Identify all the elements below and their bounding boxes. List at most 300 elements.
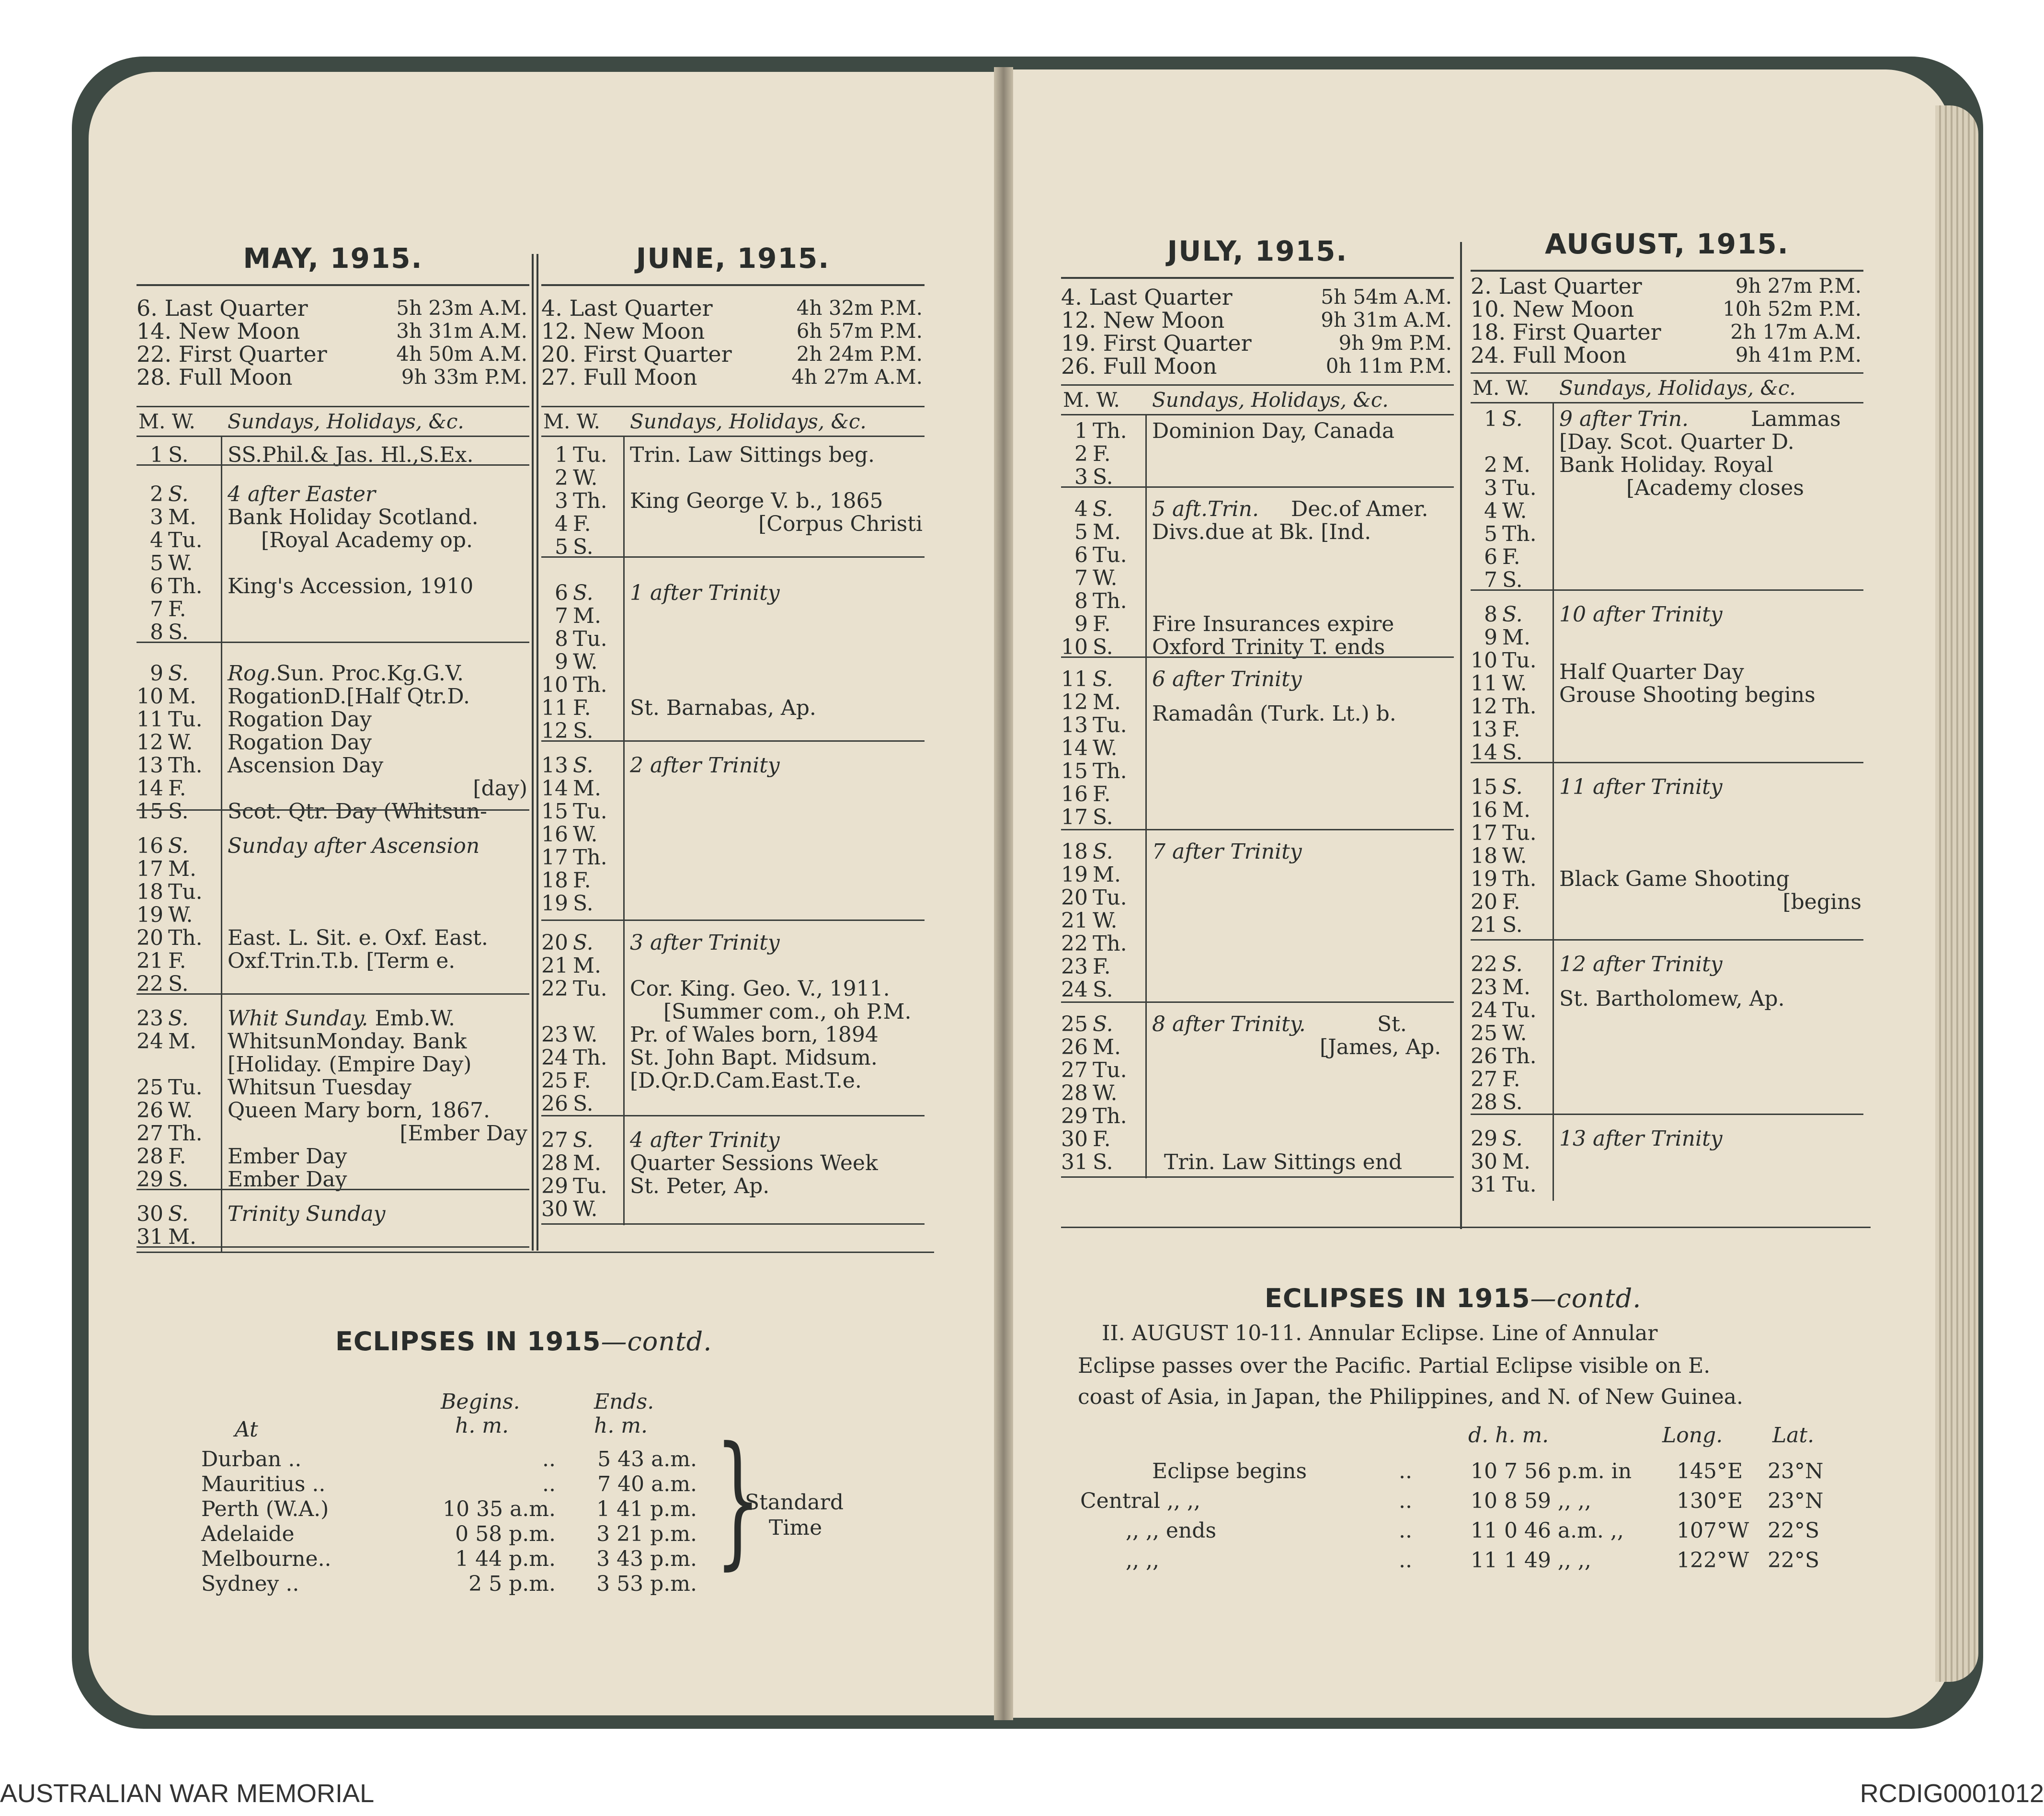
weekday: F. [573, 696, 591, 720]
header-sundays: Sundays, Holidays, &c. [630, 410, 867, 433]
weekday: S. [168, 1006, 189, 1031]
day-row [1471, 913, 1523, 937]
weekday: M. [1093, 520, 1121, 545]
day-number: 2 [1074, 442, 1088, 466]
weekday: M. [1502, 798, 1531, 822]
phase-time: 9h 41m P.M. [1735, 343, 1861, 367]
event-text: St. Barnabas, Ap. [630, 696, 816, 720]
note-standard: Standard [745, 1490, 844, 1515]
day-number: 16 [541, 822, 568, 847]
event-text: Oxford Trinity T. ends [1152, 635, 1385, 660]
event-text: St. Bartholomew, Ap. [1559, 986, 1785, 1011]
weekday: S. [1502, 602, 1523, 627]
day-row [1471, 626, 1530, 650]
footer-left: AUSTRALIAN WAR MEMORIAL [0, 1779, 375, 1808]
day-number: 22 [541, 976, 568, 1001]
day-row [541, 673, 607, 697]
month-title: AUGUST, 1915. [1545, 228, 1789, 260]
day-row [1471, 568, 1523, 592]
day-number: 26 [1061, 1035, 1088, 1060]
eclipse-ends: 5 43 a.m. [597, 1447, 697, 1471]
rule [1145, 414, 1147, 1178]
eclipse-lat: 22°S [1768, 1518, 1820, 1543]
day-number: 10 [1061, 635, 1088, 660]
weekday: M. [168, 857, 197, 881]
day-row [1471, 1173, 1537, 1197]
eclipse-dots: .. [1399, 1518, 1412, 1543]
phase-name: 20. First Quarter [541, 341, 732, 367]
day-row [541, 1197, 598, 1221]
column-header [1471, 376, 1863, 400]
col-lat: Lat. [1772, 1423, 1815, 1448]
rule [1061, 414, 1454, 415]
day-number: 30 [137, 1202, 163, 1226]
weekday: S. [1502, 1126, 1523, 1151]
event-text: St. [1377, 1012, 1407, 1037]
weekday: W. [573, 466, 598, 490]
event-text: Oxf.Trin.T.b. [Term e. [228, 949, 456, 973]
moon-phase [137, 319, 529, 343]
row-separator [1471, 762, 1863, 763]
day-row [1471, 844, 1527, 868]
weekday: S. [573, 535, 594, 559]
weekday: F. [1093, 954, 1111, 979]
moon-phase [137, 342, 529, 366]
day-row [541, 777, 601, 801]
day-number: 9 [150, 661, 163, 686]
day-number: 23 [137, 1006, 163, 1031]
day-number: 28 [137, 1144, 163, 1169]
eclipse-time: 11 1 49 ,, ,, [1471, 1548, 1591, 1573]
day-row [541, 604, 601, 628]
column-divider [537, 254, 538, 1251]
month-title: MAY, 1915. [243, 242, 423, 275]
eclipse-para-3: coast of Asia, in Japan, the Philippines, and N. of New Guinea. [1078, 1385, 1744, 1409]
day-number: 15 [137, 799, 163, 824]
moon-phase [137, 365, 529, 389]
event-text: East. L. Sit. e. Oxf. East. [228, 926, 488, 950]
event-text: King George V. b., 1865 [630, 489, 883, 513]
phase-time: 4h 27m A.M. [791, 365, 923, 389]
day-row [137, 731, 193, 755]
day-number: 28 [1061, 1081, 1088, 1106]
weekday: Tu. [168, 1075, 203, 1100]
eclipse-ends: 1 41 p.m. [596, 1497, 697, 1521]
event-text: Ember Day [228, 1167, 347, 1192]
day-row [541, 443, 607, 467]
rule [137, 436, 529, 437]
weekday: Tu. [1502, 1172, 1537, 1197]
eclipse-label: ,, ,, [1126, 1548, 1159, 1573]
eclipse-dots: .. [1399, 1489, 1412, 1513]
eclipse-para-2: Eclipse passes over the Pacific. Partial Eclipse visible on E. [1078, 1354, 1711, 1378]
day-number: 9 [555, 650, 568, 674]
phase-name: 28. Full Moon [137, 364, 293, 390]
day-row [1471, 1068, 1520, 1092]
weekday: S. [1502, 407, 1523, 431]
event-text: 3 after Trinity [630, 930, 780, 955]
weekday: Th. [1502, 867, 1537, 891]
rule [1061, 1227, 1871, 1228]
row-separator [1061, 656, 1454, 658]
weekday: S. [573, 753, 594, 778]
moon-phase [541, 365, 925, 389]
day-row [137, 662, 189, 686]
phase-name: 12. New Moon [1061, 307, 1225, 333]
event-text: RogationD.[Half Qtr.D. [228, 684, 470, 709]
eclipse-begins: .. [542, 1447, 556, 1471]
day-number: 11 [541, 696, 568, 720]
eclipse-begins: .. [542, 1472, 556, 1496]
day-number: 22 [1471, 952, 1497, 977]
day-row [1061, 497, 1113, 521]
eclipse-begins: 2 5 p.m. [468, 1572, 556, 1596]
book-spine [994, 67, 1013, 1720]
month-title: JULY, 1915. [1167, 235, 1348, 267]
day-number: 20 [137, 926, 163, 950]
phase-name: 6. Last Quarter [137, 295, 308, 321]
event-text: [James, Ap. [1320, 1035, 1441, 1060]
day-number: 13 [1471, 717, 1497, 742]
phase-time: 10h 52m P.M. [1723, 297, 1861, 321]
rule [1471, 270, 1863, 272]
day-number: 30 [1471, 1149, 1497, 1174]
day-number: 2 [555, 466, 568, 490]
row-separator [541, 556, 925, 558]
weekday: S. [1093, 667, 1113, 692]
day-row [1061, 1127, 1111, 1151]
day-row [137, 621, 189, 644]
day-number: 18 [1061, 839, 1088, 864]
day-row [137, 1122, 203, 1146]
header-sundays: Sundays, Holidays, &c. [1152, 388, 1389, 412]
event-text: [Royal Academy op. [261, 528, 473, 552]
weekday: Th. [573, 1045, 607, 1070]
month-0 [137, 242, 529, 1248]
day-row [1471, 1022, 1527, 1046]
phase-time: 2h 17m A.M. [1730, 320, 1861, 344]
event-text: [day) [473, 776, 527, 801]
day-number: 2 [1484, 453, 1497, 477]
day-row [1061, 909, 1118, 933]
weekday: Tu. [1502, 476, 1537, 500]
eclipse-label: Eclipse begins [1152, 1459, 1307, 1483]
day-number: 17 [1471, 821, 1497, 845]
phase-time: 3h 31m A.M. [396, 319, 527, 343]
day-row [1471, 603, 1523, 627]
day-row [541, 931, 594, 955]
row-separator [1471, 589, 1863, 591]
weekday: S. [573, 1091, 594, 1116]
day-number: 10 [541, 673, 568, 697]
event-text: 8 after Trinity. [1152, 1012, 1306, 1037]
eclipse-place: Perth (W.A.) [201, 1497, 329, 1521]
event-text: 10 after Trinity [1559, 602, 1723, 627]
day-row [137, 1007, 189, 1031]
weekday: W. [573, 822, 598, 847]
day-row [1471, 775, 1523, 799]
eclipse-label: ,, ,, ends [1126, 1518, 1217, 1543]
event-text: Scot. Qtr. Day (Whitsun- [228, 799, 487, 824]
day-number: 6 [555, 581, 568, 605]
day-row [541, 1023, 598, 1047]
day-number: 28 [1471, 1090, 1497, 1115]
day-number: 5 [1484, 522, 1497, 546]
phase-name: 19. First Quarter [1061, 330, 1252, 356]
eclipse-time: 10 8 59 ,, ,, [1471, 1489, 1591, 1513]
row-separator [137, 642, 529, 643]
day-row [137, 1076, 203, 1100]
day-row [1061, 612, 1111, 636]
weekday: F. [573, 1068, 591, 1093]
phase-time: 9h 9m P.M. [1338, 331, 1452, 355]
col-ends: Ends. [594, 1390, 654, 1414]
day-number: 6 [1074, 543, 1088, 568]
day-number: 15 [1061, 759, 1088, 784]
day-row [541, 869, 591, 893]
weekday: S. [1093, 497, 1113, 522]
day-number: 27 [137, 1121, 163, 1146]
moon-phase [1471, 343, 1863, 367]
day-number: 21 [1471, 913, 1497, 937]
day-row [1471, 545, 1520, 569]
event-text: Trin. Law Sittings end [1164, 1150, 1403, 1175]
day-number: 30 [1061, 1127, 1088, 1152]
weekday: Th. [1093, 931, 1127, 956]
eclipse-ends: 3 21 p.m. [596, 1522, 697, 1546]
weekday: M. [1502, 1149, 1531, 1174]
phase-time: 4h 32m P.M. [796, 296, 923, 320]
day-number: 8 [555, 627, 568, 651]
day-row [137, 1202, 189, 1226]
footer-right: RCDIG0001012 [1860, 1779, 2044, 1808]
day-number: 21 [1061, 908, 1088, 933]
weekday: Tu. [1093, 885, 1127, 910]
day-row [137, 1225, 196, 1249]
day-number: 1 [555, 443, 568, 467]
phase-name: 2. Last Quarter [1471, 273, 1642, 299]
day-row [137, 800, 189, 824]
day-number: 10 [137, 684, 163, 709]
day-number: 11 [1061, 667, 1088, 692]
day-number: 11 [1471, 671, 1497, 696]
day-number: 4 [555, 512, 568, 536]
event-text: Cor. King. Geo. V., 1911. [630, 976, 890, 1001]
day-number: 14 [137, 776, 163, 801]
day-row [1471, 522, 1537, 546]
rule [623, 436, 625, 1225]
day-number: 24 [1061, 977, 1088, 1002]
weekday: Tu. [1093, 543, 1127, 568]
moon-phase [1061, 285, 1454, 309]
event-text: Sunday after Ascension [228, 834, 480, 858]
day-number: 24 [1471, 998, 1497, 1023]
day-number: 10 [1471, 648, 1497, 673]
event-text: [Summer com., oh P.M. [663, 999, 912, 1024]
weekday: M. [1502, 625, 1531, 650]
event-text: Whit Sunday. Emb.W. [228, 1006, 456, 1031]
event-text: Rog.Sun. Proc.Kg.G.V. [228, 661, 464, 686]
weekday: S. [168, 482, 189, 506]
day-row [1471, 867, 1537, 891]
weekday: F. [573, 868, 591, 893]
day-row [1471, 499, 1527, 523]
day-row [1471, 476, 1537, 500]
rule [1061, 384, 1454, 386]
event-text: 9 after Trin. [1559, 407, 1689, 431]
event-text: WhitsunMonday. Bank [228, 1029, 467, 1054]
day-row [137, 443, 189, 467]
day-number: 7 [150, 597, 163, 621]
day-number: 19 [137, 903, 163, 927]
row-separator [541, 740, 925, 742]
phase-name: 4. Last Quarter [1061, 284, 1233, 310]
day-row [541, 823, 598, 847]
weekday: S. [1502, 775, 1523, 799]
weekday: S. [168, 834, 189, 858]
day-number: 13 [137, 753, 163, 778]
moon-phase [1471, 297, 1863, 321]
event-text: [Academy closes [1626, 476, 1804, 500]
event-text: Queen Mary born, 1867. [228, 1098, 490, 1123]
rule [221, 436, 222, 1253]
day-row [541, 954, 601, 978]
day-number: 25 [137, 1075, 163, 1100]
weekday: W. [1093, 566, 1118, 591]
day-row [1061, 886, 1127, 910]
day-number: 19 [1061, 862, 1088, 887]
day-row [1471, 453, 1530, 477]
eclipse-place: Mauritius .. [201, 1472, 326, 1496]
day-number: 22 [137, 972, 163, 996]
day-number: 7 [1074, 566, 1088, 591]
day-number: 17 [541, 845, 568, 870]
eclipse-left-title: ECLIPSES IN 1915—contd. [335, 1326, 712, 1356]
day-row [1471, 649, 1537, 673]
day-row [1061, 736, 1118, 760]
rule [137, 284, 529, 286]
day-row [1061, 759, 1127, 783]
day-number: 14 [1061, 736, 1088, 761]
weekday: M. [1093, 862, 1121, 887]
day-number: 7 [1484, 568, 1497, 592]
weekday: Th. [1093, 419, 1127, 443]
day-row [541, 1174, 607, 1198]
event-text: [D.Qr.D.Cam.East.T.e. [630, 1068, 862, 1093]
weekday: W. [1502, 671, 1527, 696]
weekday: S. [168, 799, 189, 824]
day-row [137, 708, 203, 732]
event-text: Whitsun Tuesday [228, 1075, 412, 1100]
moon-phase [541, 296, 925, 320]
event-text: [Corpus Christi [758, 512, 923, 536]
day-row [137, 1145, 186, 1169]
day-row [541, 1092, 594, 1116]
event-text: Divs.due at Bk. [Ind. [1152, 520, 1371, 545]
event-text: St. Peter, Ap. [630, 1174, 770, 1199]
col-at: At [235, 1417, 258, 1442]
day-number: 29 [1061, 1104, 1088, 1129]
weekday: S. [573, 1128, 594, 1153]
weekday: W. [1093, 1081, 1118, 1106]
weekday: Tu. [1502, 998, 1537, 1023]
phase-name: 27. Full Moon [541, 364, 697, 390]
weekday: W. [1502, 1021, 1527, 1046]
day-row [1061, 635, 1113, 659]
day-row [1471, 953, 1523, 977]
day-row [137, 506, 196, 529]
event-text: [Holiday. (Empire Day) [228, 1052, 472, 1077]
rule [137, 1252, 934, 1253]
event-text: Black Game Shooting [1559, 867, 1790, 891]
eclipse-begins: 0 58 p.m. [455, 1522, 556, 1546]
month-1 [541, 242, 925, 1248]
col-dhm: d. h. m. [1468, 1423, 1549, 1448]
weekday: W. [168, 903, 193, 927]
weekday: F. [1093, 782, 1111, 807]
weekday: F. [1502, 1067, 1520, 1092]
phase-name: 12. New Moon [541, 318, 705, 344]
row-separator [137, 809, 529, 811]
weekday: M. [1093, 1035, 1121, 1060]
col-ends-hm: h. m. [594, 1414, 648, 1438]
weekday: S. [168, 443, 189, 467]
eclipse-lat: 22°S [1768, 1548, 1820, 1573]
event-text: Grouse Shooting begins [1559, 683, 1816, 707]
day-number: 8 [150, 620, 163, 644]
weekday: M. [1502, 975, 1531, 1000]
eclipse-ends: 7 40 a.m. [597, 1472, 697, 1496]
weekday: M. [168, 684, 197, 709]
month-title: JUNE, 1915. [636, 242, 830, 275]
day-number: 1 [1074, 419, 1088, 443]
day-row [541, 719, 594, 743]
day-number: 31 [137, 1225, 163, 1249]
weekday: F. [1093, 1127, 1111, 1152]
day-row [1061, 1058, 1127, 1082]
event-text: Pr. of Wales born, 1894 [630, 1022, 879, 1047]
day-row [137, 972, 189, 996]
header-sundays: Sundays, Holidays, &c. [228, 410, 464, 433]
day-row [1471, 672, 1527, 696]
day-row [1061, 442, 1111, 466]
event-text: St. John Bapt. Midsum. [630, 1045, 878, 1070]
weekday: F. [168, 597, 186, 621]
day-number: 4 [150, 528, 163, 552]
weekday: M. [1093, 690, 1121, 715]
event-text: 7 after Trinity [1152, 839, 1302, 864]
event-text: 2 after Trinity [630, 753, 780, 778]
row-separator [137, 993, 529, 995]
day-number: 21 [541, 953, 568, 978]
col-begins: Begins. [441, 1390, 520, 1414]
row-separator [541, 919, 925, 921]
weekday: S. [168, 1167, 189, 1192]
day-number: 12 [1471, 694, 1497, 719]
weekday: W. [573, 650, 598, 674]
day-number: 2 [150, 482, 163, 506]
weekday: S. [1502, 913, 1523, 937]
event-text: 1 after Trinity [630, 581, 780, 605]
day-number: 15 [541, 799, 568, 824]
day-row [1471, 1091, 1523, 1115]
weekday: S. [573, 930, 594, 955]
day-row [1061, 690, 1121, 714]
event-text: 4 after Easter [228, 482, 376, 506]
event-text: Rogation Day [228, 707, 372, 732]
weekday: S. [1093, 465, 1113, 489]
day-number: 8 [1074, 589, 1088, 614]
